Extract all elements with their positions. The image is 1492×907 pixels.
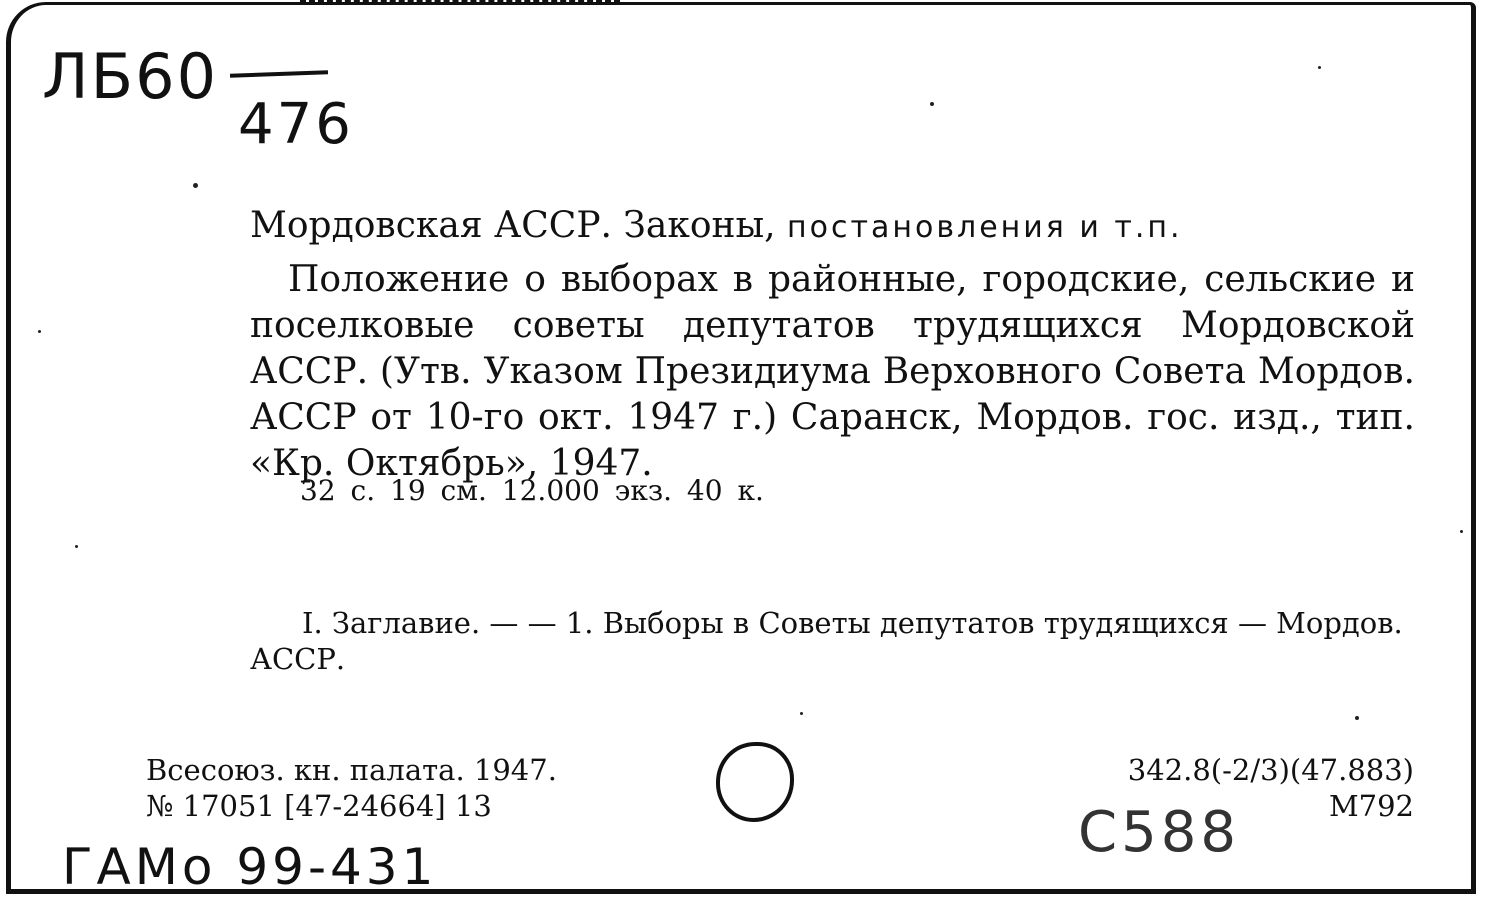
call-number: ЛБ60: [42, 40, 219, 113]
speck: [193, 183, 198, 188]
speck: [1355, 716, 1359, 720]
chamber-line-1: Всесоюз. кн. палата. 1947.: [146, 753, 557, 787]
inventory-stamp: ГАМо 99-431: [62, 838, 438, 896]
classification-code: 342.8(-2/3)(47.883): [1127, 753, 1414, 787]
collation: 32 с. 19 см. 12.000 экз. 40 к.: [300, 474, 764, 507]
subject-heading: [250, 205, 1183, 246]
top-dashed-edge: [300, 0, 620, 3]
book-chamber-info: [146, 752, 557, 824]
author-mark: М792: [1328, 789, 1414, 823]
tracings: I. Заглавие. — — 1. Выборы в Советы депутатов трудящихся — Мордов. АССР.: [250, 606, 1403, 676]
speck: [75, 545, 78, 548]
speck: [38, 330, 41, 333]
shelf-stamp: С588: [1078, 800, 1240, 865]
speck: [1318, 66, 1321, 69]
heading-printed: Мордовская АССР. Законы,: [250, 205, 776, 246]
chamber-line-2: № 17051 [47-24664] 13: [146, 789, 492, 823]
speck: [930, 102, 934, 106]
speck: [800, 712, 803, 715]
bibliographic-description: Положение о выборах в районные, городские, сельские и поселковые советы депутатов трудящихся Мордовской АССР. (Утв. Указом Президиума Верховного Совета Мордов. АССР от 10-го окт. 1947 г.) Саранск, Мордов. гос. изд., тип. «Кр. Октябрь», 1947.: [250, 259, 1415, 484]
call-number-sub: 476: [238, 92, 354, 157]
heading-handwritten: постановления и т.п.: [787, 210, 1183, 245]
speck: [1460, 530, 1463, 533]
